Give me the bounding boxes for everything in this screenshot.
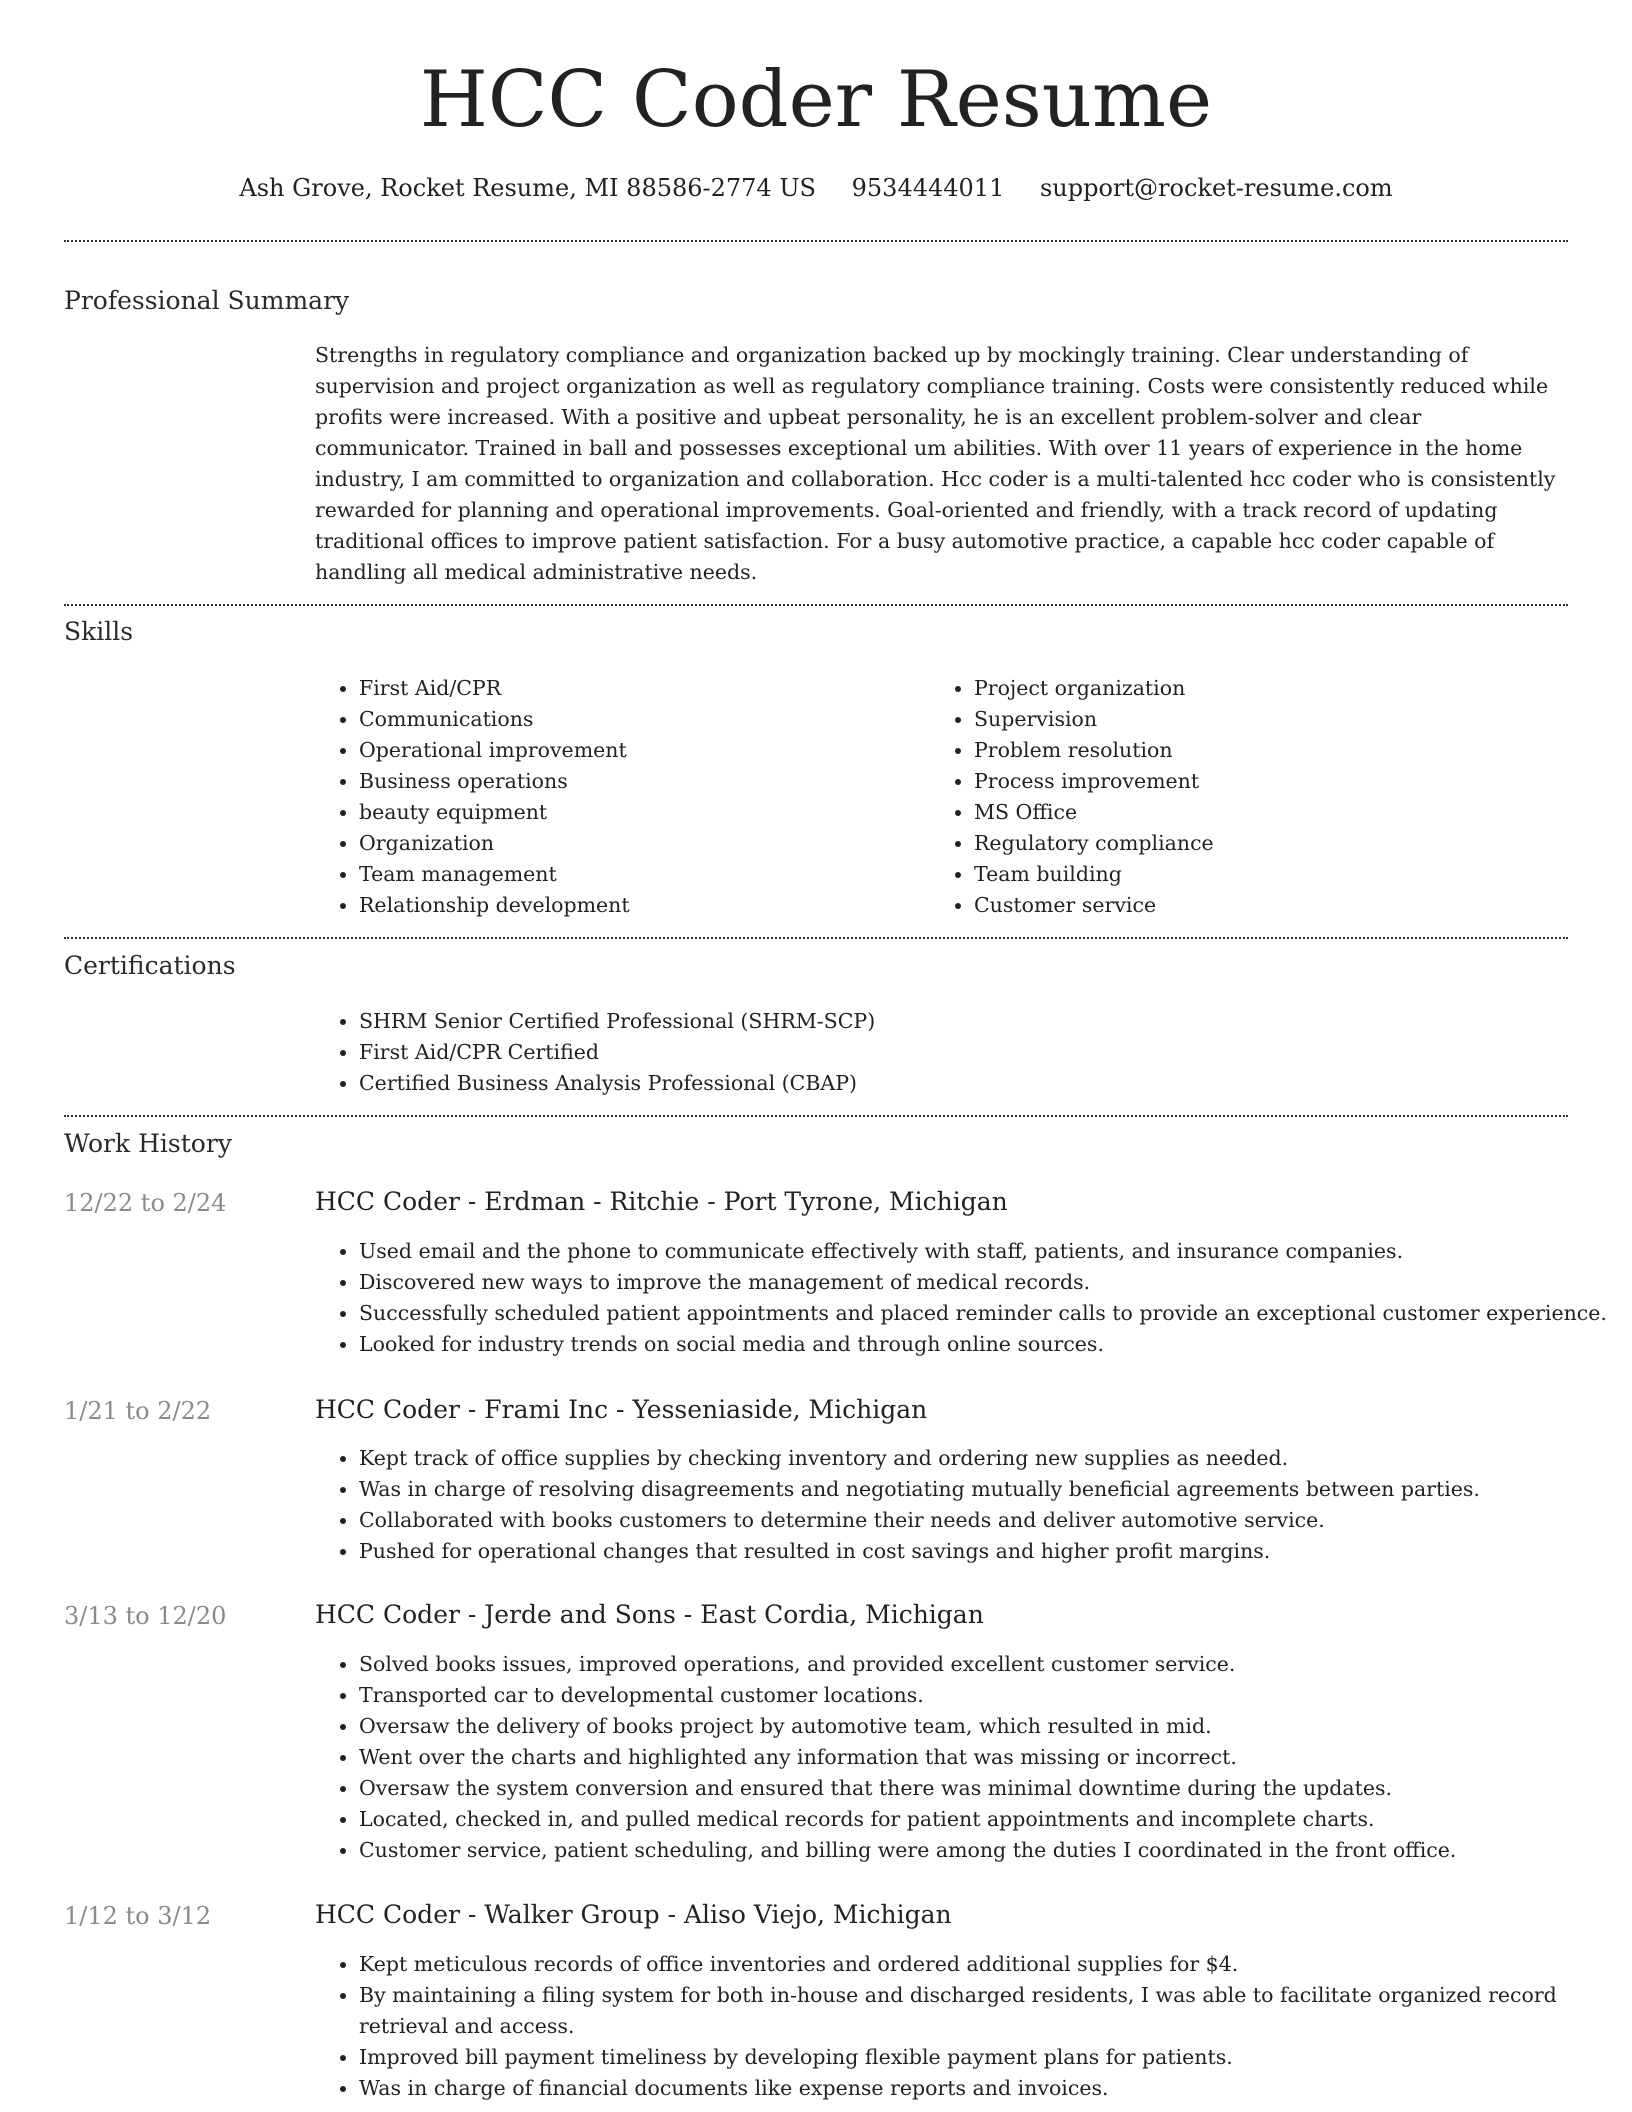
job-dates: 1/21 to 2/22	[64, 1397, 212, 1425]
skill-item: • Organization	[359, 828, 919, 859]
job-bullet: • Solved books issues, improved operations, and provided excellent customer service.	[359, 1649, 1612, 1680]
divider	[64, 937, 1568, 939]
job-dates: 1/12 to 3/12	[64, 1902, 212, 1930]
job-bullet: • Looked for industry trends on social media and through online sources.	[359, 1329, 1612, 1360]
job-bullet: • Kept track of office supplies by checking inventory and ordering new supplies as needed.	[359, 1443, 1612, 1474]
job-bullets	[315, 1649, 1612, 1866]
job-bullets	[315, 1949, 1612, 2104]
job-title: HCC Coder - Erdman - Ritchie - Port Tyrone, Michigan	[315, 1187, 1008, 1216]
job-bullet: • Was in charge of resolving disagreements and negotiating mutually beneficial agreements between parties.	[359, 1474, 1612, 1505]
job-bullet: • Went over the charts and highlighted any information that was missing or incorrect.	[359, 1742, 1612, 1773]
job-bullet: • Collaborated with books customers to determine their needs and deliver automotive service.	[359, 1505, 1612, 1536]
skill-item: • Operational improvement	[359, 735, 919, 766]
job-bullet: • Discovered new ways to improve the management of medical records.	[359, 1267, 1612, 1298]
job-bullet: • Kept meticulous records of office inventories and ordered additional supplies for $4.	[359, 1949, 1612, 1980]
contact-phone: 9534444011	[851, 174, 1005, 202]
skill-item: • Process improvement	[974, 766, 1574, 797]
summary-text: Strengths in regulatory compliance and organization backed up by mockingly training. Clear understanding of supervision and project organization as well as regulatory compliance training. Costs were consistently reduced while profits were increased. With a positive and upbeat personality, he is an excellent problem-solver and clear communicator. Trained in ball and possesses exceptional um abilities. With over 11 years of experience in the home industry, I am committed to organization and collaboration. Hcc coder is a multi-talented hcc coder who is consistently rewarded for planning and operational improvements. Goal-oriented and friendly, with a track record of updating traditional offices to improve patient satisfaction. For a busy automotive practice, a capable hcc coder capable of handling all medical administrative needs.	[315, 343, 1556, 584]
skill-item: • beauty equipment	[359, 797, 919, 828]
job-bullet: • Pushed for operational changes that resulted in cost savings and higher profit margins.	[359, 1536, 1612, 1567]
job-dates: 3/13 to 12/20	[64, 1602, 227, 1630]
certifications-list	[315, 1006, 1559, 1099]
skill-item: • MS Office	[974, 797, 1574, 828]
skill-item: • Business operations	[359, 766, 919, 797]
divider	[64, 1115, 1568, 1117]
job-bullet: • Located, checked in, and pulled medical records for patient appointments and incomplete charts.	[359, 1804, 1612, 1835]
contact-address: Ash Grove, Rocket Resume, MI 88586-2774 US	[239, 174, 816, 202]
skill-item: • First Aid/CPR	[359, 673, 919, 704]
job-title: HCC Coder - Jerde and Sons - East Cordia, Michigan	[315, 1600, 984, 1629]
job-bullets	[315, 1443, 1612, 1567]
job-bullet: • Successfully scheduled patient appointments and placed reminder calls to provide an exceptional customer experience.	[359, 1298, 1612, 1329]
certification-item: • Certified Business Analysis Professional (CBAP)	[359, 1068, 1559, 1099]
divider	[64, 240, 1568, 242]
job-bullet: • Used email and the phone to communicate effectively with staff, patients, and insurance companies.	[359, 1236, 1612, 1267]
job-title: HCC Coder - Frami Inc - Yesseniaside, Michigan	[315, 1395, 928, 1424]
skill-item: • Communications	[359, 704, 919, 735]
section-title-certifications: Certifications	[64, 951, 236, 980]
skills-list-left	[315, 673, 919, 921]
contact-email: support@rocket-resume.com	[1039, 174, 1393, 202]
job-dates: 12/22 to 2/24	[64, 1189, 227, 1217]
skill-item: • Relationship development	[359, 890, 919, 921]
skill-item: • Problem resolution	[974, 735, 1574, 766]
job-bullet: • Oversaw the system conversion and ensured that there was minimal downtime during the updates.	[359, 1773, 1612, 1804]
job-bullet: • Was in charge of financial documents like expense reports and invoices.	[359, 2073, 1612, 2104]
certification-item: • First Aid/CPR Certified	[359, 1037, 1559, 1068]
skill-item: • Project organization	[974, 673, 1574, 704]
job-bullet: • Improved bill payment timeliness by developing flexible payment plans for patients.	[359, 2042, 1612, 2073]
job-bullet: • Transported car to developmental customer locations.	[359, 1680, 1612, 1711]
divider	[64, 604, 1568, 606]
skills-list-right	[930, 673, 1574, 921]
section-title-summary: Professional Summary	[64, 286, 350, 315]
job-title: HCC Coder - Walker Group - Aliso Viejo, Michigan	[315, 1900, 952, 1929]
skill-item: • Supervision	[974, 704, 1574, 735]
skill-item: • Team building	[974, 859, 1574, 890]
job-bullet: • Customer service, patient scheduling, and billing were among the duties I coordinated in the front office.	[359, 1835, 1612, 1866]
skill-item: • Team management	[359, 859, 919, 890]
section-title-work-history: Work History	[64, 1129, 232, 1158]
job-bullets	[315, 1236, 1612, 1360]
resume-name: HCC Coder Resume	[419, 55, 1213, 145]
skill-item: • Customer service	[974, 890, 1574, 921]
contact-line	[0, 170, 1632, 206]
section-title-skills: Skills	[64, 617, 134, 646]
job-bullet: • By maintaining a filing system for both in-house and discharged residents, I was able to facilitate organized record retrieval and access.	[359, 1980, 1612, 2042]
skill-item: • Regulatory compliance	[974, 828, 1574, 859]
certification-item: • SHRM Senior Certified Professional (SHRM-SCP)	[359, 1006, 1559, 1037]
job-bullet: • Oversaw the delivery of books project by automotive team, which resulted in mid.	[359, 1711, 1612, 1742]
